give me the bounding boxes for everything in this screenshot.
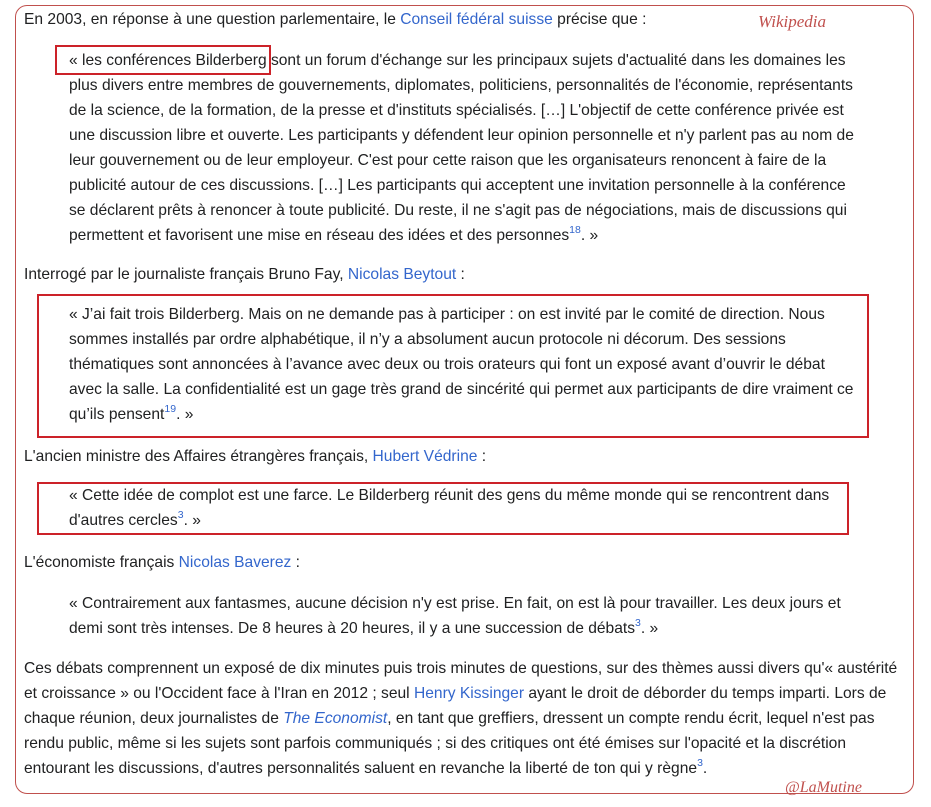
- quote-close: . »: [580, 227, 599, 244]
- intro-text: Interrogé par le journaliste français Bruno Fay,: [24, 266, 348, 283]
- quote-line: « Contrairement aux fantasmes, aucune décision n'y est prise. En fait, on est là pour travailler. Les deux jours et: [69, 595, 841, 612]
- quote-line: « Cette idée de complot est une farce. Le Bilderberg réunit des gens du même monde qui se rencontrent dans: [69, 487, 830, 504]
- highlight-box-bilderberg: [55, 45, 271, 75]
- highlight-box-vedrine: [37, 482, 849, 535]
- intro-text-end: :: [291, 554, 301, 571]
- quote-line: de la science, de la formation, de la presse et d'instituts spécialisés. […] L'objectif de cette conférence privée est: [69, 102, 844, 119]
- quote-line: se déclarent prêts à renoncer à toute publicité. Du reste, il ne s'agit pas de négociations, mais de discussions qui: [69, 202, 847, 219]
- henry-kissinger-link[interactable]: Henry Kissinger: [413, 685, 525, 702]
- the-economist-link[interactable]: [283, 710, 387, 727]
- paragraph-line: [24, 710, 875, 728]
- reference-3-link[interactable]: 3: [697, 757, 703, 769]
- intro-paragraph: [24, 11, 646, 29]
- quote-text: qu’ils pensent: [69, 406, 165, 423]
- quote-line-last: [69, 224, 599, 245]
- paragraph-text: et croissance » ou l'Occident face à l'Iran en 2012 ; seul: [24, 685, 414, 702]
- quote-line: « les conférences Bilderberg sont un forum d'échange sur les principaux sujets d'actualité dans les domaines les: [69, 52, 846, 69]
- intro-text-end: :: [477, 448, 487, 465]
- quote-line: une discussion libre et ouverte. Les participants y défendent leur opinion personnelle et n'y parlent pas au nom de: [69, 127, 854, 144]
- hubert-vedrine-link[interactable]: Hubert Védrine: [372, 448, 478, 465]
- paragraph-line: Ces débats comprennent un exposé de dix minutes puis trois minutes de questions, sur des thèmes aussi divers qu'« austérité: [24, 660, 898, 677]
- lamutine-watermark: @LaMutine: [785, 779, 862, 796]
- reference-3-link[interactable]: 3: [177, 509, 184, 521]
- quote-line: plus divers entre membres de gouvernements, diplomates, politiciens, personnalités de l'économie, représentants: [69, 77, 853, 94]
- quote-line: thématiques sont annoncées à l’avance avec deux ou trois orateurs qui font un exposé avant d’ouvrir le débat: [69, 356, 825, 373]
- nicolas-beytout-link[interactable]: Nicolas Beytout: [347, 266, 457, 283]
- intro-text-end: précise que :: [552, 11, 647, 28]
- highlight-box-beytout: [37, 294, 869, 438]
- reference-3-link[interactable]: 3: [635, 617, 641, 629]
- paragraph-text: chaque réunion, deux journalistes de: [24, 710, 284, 727]
- paragraph-text: , en tant que greffiers, dressent un compte rendu écrit, lequel n'est pas: [387, 710, 875, 727]
- quote-line: publicité autour de ces discussions. […] Les participants qui acceptent une invitation personnelle à la conférence: [69, 177, 846, 194]
- quote-line-last: [69, 617, 659, 638]
- quote-close: . »: [176, 406, 194, 423]
- intro-text: L'ancien ministre des Affaires étrangères français,: [24, 448, 373, 465]
- paragraph-line: [24, 757, 708, 778]
- reference-18-link[interactable]: 18: [569, 224, 581, 236]
- intro-text: En 2003, en réponse à une question parlementaire, le: [24, 11, 401, 28]
- beytout-intro: [24, 266, 465, 284]
- quote-close: . »: [640, 620, 659, 637]
- paragraph-line: [24, 685, 886, 703]
- quote-text: d'autres cercles: [69, 512, 178, 529]
- conseil-federal-link[interactable]: Conseil fédéral suisse: [400, 11, 553, 28]
- quote-line: sommes installés par ordre alphabétique, il n’y a absolument aucun protocole ni décorum. Des sessions: [69, 331, 786, 348]
- baverez-intro: [24, 554, 300, 572]
- the-economist-text: The Economist: [283, 710, 388, 727]
- quote-text: permettent et favorisent une mise en réseau des idées et des personnes: [69, 227, 570, 244]
- paragraph-text: ayant le droit de déborder du temps imparti. Lors de: [524, 685, 887, 702]
- paragraph-end: .: [702, 760, 708, 777]
- quote-line: avec la salle. La confidentialité est un gage très grand de sincérité qui permet aux participants de dire vraiment ce: [69, 381, 854, 398]
- paragraph-line: rendu public, même si les sujets sont parfois communiqués ; si des critiques ont été émises sur l'opacité et la discrétion: [24, 735, 847, 752]
- quote-line: leur gouvernement ou de leur employeur. C'est pour cette raison que les organisateurs renoncent à faire de la: [69, 152, 827, 169]
- intro-text-end: :: [456, 266, 465, 283]
- wikipedia-watermark: Wikipedia: [758, 12, 826, 31]
- nicolas-baverez-link[interactable]: Nicolas Baverez: [178, 554, 292, 571]
- vedrine-intro: [24, 448, 486, 466]
- quote-close: . »: [183, 512, 201, 529]
- intro-text: L'économiste français: [24, 554, 179, 571]
- reference-19-link[interactable]: 19: [164, 403, 177, 415]
- quote-line: « J’ai fait trois Bilderberg. Mais on ne demande pas à participer : on est invité par le comité de direction. Nous: [69, 306, 825, 323]
- paragraph-text: entourant les discussions, d'autres personnalités saluent en revanche la liberté de ton qui y règne: [24, 760, 698, 777]
- quote-text: demi sont très intenses. De 8 heures à 20 heures, il y a une succession de débats: [69, 620, 636, 637]
